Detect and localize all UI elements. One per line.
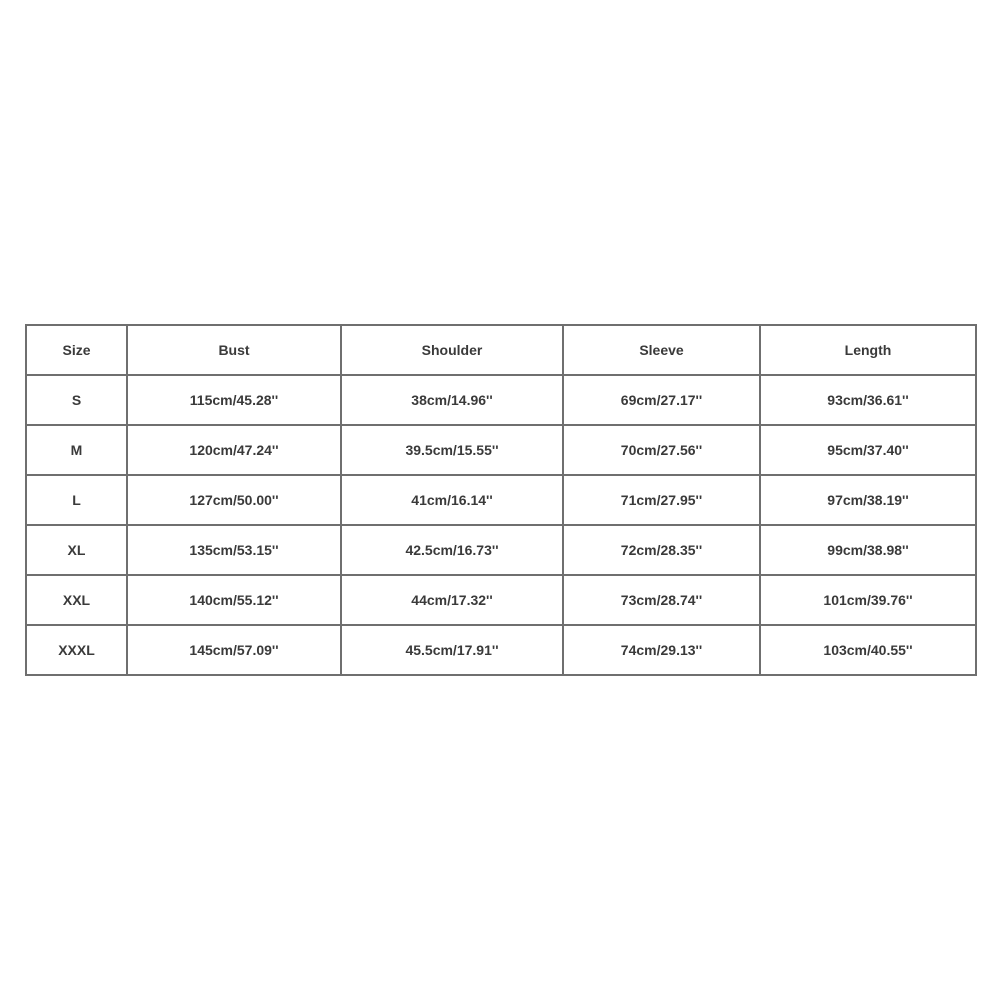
cell-shoulder: 38cm/14.96''	[341, 375, 563, 425]
cell-sleeve: 73cm/28.74''	[563, 575, 760, 625]
table-row	[26, 375, 976, 425]
cell-shoulder: 42.5cm/16.73''	[341, 525, 563, 575]
cell-shoulder: 41cm/16.14''	[341, 475, 563, 525]
cell-length: 101cm/39.76''	[760, 575, 976, 625]
cell-sleeve: 72cm/28.35''	[563, 525, 760, 575]
table-header-row	[26, 325, 976, 375]
table-row	[26, 425, 976, 475]
cell-length: 97cm/38.19''	[760, 475, 976, 525]
cell-sleeve: 71cm/27.95''	[563, 475, 760, 525]
cell-sleeve: 70cm/27.56''	[563, 425, 760, 475]
cell-shoulder: 44cm/17.32''	[341, 575, 563, 625]
cell-shoulder: 45.5cm/17.91''	[341, 625, 563, 675]
cell-size: XXXL	[26, 625, 127, 675]
cell-size: M	[26, 425, 127, 475]
cell-sleeve: 74cm/29.13''	[563, 625, 760, 675]
table-row	[26, 625, 976, 675]
cell-size: XXL	[26, 575, 127, 625]
header-length: Length	[760, 325, 976, 375]
cell-bust: 145cm/57.09''	[127, 625, 341, 675]
cell-sleeve: 69cm/27.17''	[563, 375, 760, 425]
cell-bust: 127cm/50.00''	[127, 475, 341, 525]
cell-size: XL	[26, 525, 127, 575]
cell-bust: 120cm/47.24''	[127, 425, 341, 475]
header-bust: Bust	[127, 325, 341, 375]
cell-length: 93cm/36.61''	[760, 375, 976, 425]
cell-shoulder: 39.5cm/15.55''	[341, 425, 563, 475]
cell-length: 103cm/40.55''	[760, 625, 976, 675]
table-row	[26, 525, 976, 575]
cell-length: 95cm/37.40''	[760, 425, 976, 475]
header-shoulder: Shoulder	[341, 325, 563, 375]
cell-size: L	[26, 475, 127, 525]
cell-bust: 135cm/53.15''	[127, 525, 341, 575]
cell-size: S	[26, 375, 127, 425]
table-row	[26, 475, 976, 525]
cell-bust: 115cm/45.28''	[127, 375, 341, 425]
header-size: Size	[26, 325, 127, 375]
size-chart-table	[25, 324, 977, 676]
cell-bust: 140cm/55.12''	[127, 575, 341, 625]
header-sleeve: Sleeve	[563, 325, 760, 375]
cell-length: 99cm/38.98''	[760, 525, 976, 575]
table-row	[26, 575, 976, 625]
